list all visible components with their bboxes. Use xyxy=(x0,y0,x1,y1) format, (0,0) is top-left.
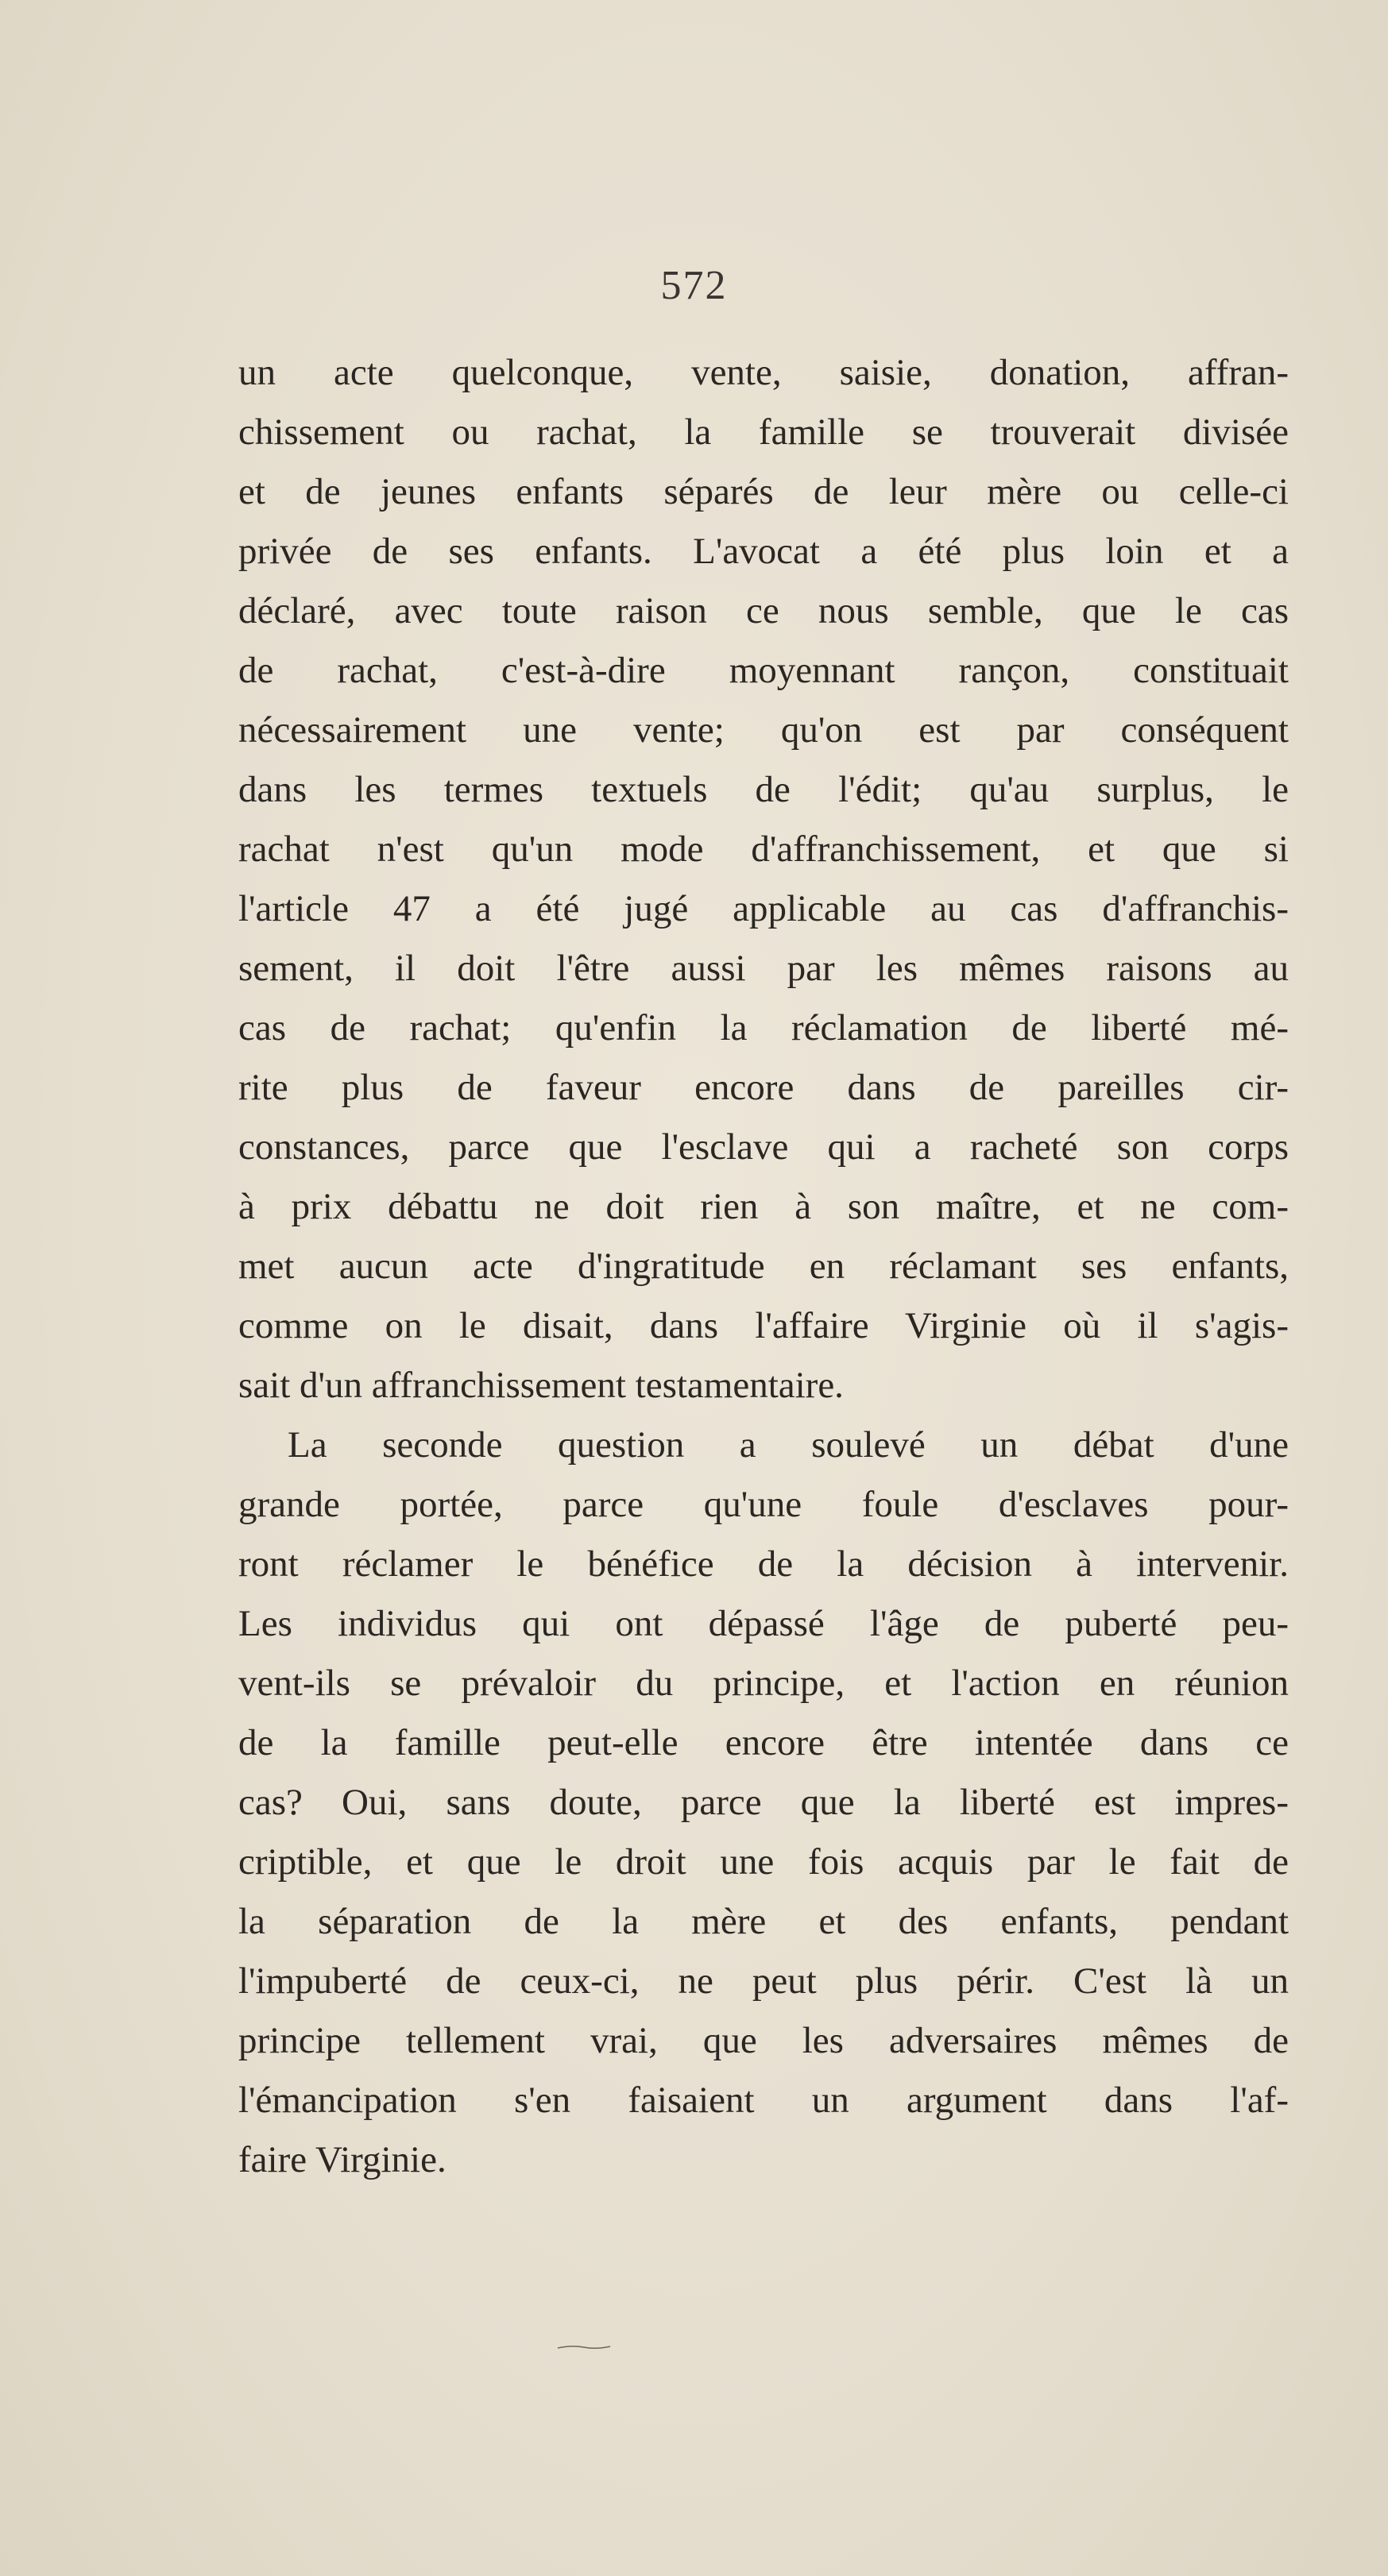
text-line: l'émancipation s'en faisaient un argument dans l'af- xyxy=(238,2080,1289,2121)
text-line: Les individus qui ont dépassé l'âge de puberté peu- xyxy=(238,1603,1289,1644)
text-line: vent-ils se prévaloir du principe, et l'action en réunion xyxy=(238,1663,1289,1704)
paragraph-start-line: La seconde question a soulevé un débat d'une xyxy=(288,1424,1289,1466)
text-line: rachat n'est qu'un mode d'affranchissement, et que si xyxy=(238,828,1289,870)
text-line: et de jeunes enfants séparés de leur mère ou celle-ci xyxy=(238,471,1289,512)
text-line: chissement ou rachat, la famille se trouverait divisée xyxy=(238,411,1289,453)
text-line: met aucun acte d'ingratitude en réclamant ses enfants, xyxy=(238,1246,1289,1287)
text-line: à prix débattu ne doit rien à son maître, et ne com- xyxy=(238,1186,1289,1227)
text-line: cas? Oui, sans doute, parce que la liberté est impres- xyxy=(238,1782,1289,1823)
paragraph-end-line: faire Virginie. xyxy=(238,2139,447,2180)
text-line: un acte quelconque, vente, saisie, donation, affran- xyxy=(238,352,1289,393)
page-number: 572 xyxy=(660,263,728,308)
text-line: privée de ses enfants. L'avocat a été plus loin et a xyxy=(238,531,1289,572)
printer-mark-icon xyxy=(556,2345,612,2350)
text-line: principe tellement vrai, que les adversaires mêmes de xyxy=(238,2020,1289,2061)
text-line: l'impuberté de ceux-ci, ne peut plus périr. C'est là un xyxy=(238,1960,1289,2002)
text-line: déclaré, avec toute raison ce nous semble, que le cas xyxy=(238,590,1289,631)
text-line: criptible, et que le droit une fois acquis par le fait de xyxy=(238,1841,1289,1883)
text-line: dans les termes textuels de l'édit; qu'au surplus, le xyxy=(238,769,1289,810)
paragraph-end-line: sait d'un affranchissement testamentaire. xyxy=(238,1365,844,1406)
text-line: constances, parce que l'esclave qui a racheté son corps xyxy=(238,1126,1289,1168)
text-line: de rachat, c'est-à-dire moyennant rançon, constituait xyxy=(238,650,1289,691)
body-text xyxy=(238,343,1289,2190)
text-line: rite plus de faveur encore dans de pareilles cir- xyxy=(238,1067,1289,1108)
text-line: ront réclamer le bénéfice de la décision à intervenir. xyxy=(238,1543,1289,1585)
text-line: l'article 47 a été jugé applicable au cas d'affranchis- xyxy=(238,888,1289,929)
text-line: cas de rachat; qu'enfin la réclamation de liberté mé- xyxy=(238,1007,1289,1049)
text-line: de la famille peut-elle encore être intentée dans ce xyxy=(238,1722,1289,1763)
text-line: nécessairement une vente; qu'on est par conséquent xyxy=(238,709,1289,751)
text-line: grande portée, parce qu'une foule d'esclaves pour- xyxy=(238,1484,1289,1525)
text-line: la séparation de la mère et des enfants, pendant xyxy=(238,1901,1289,1942)
text-line: comme on le disait, dans l'affaire Virginie où il s'agis- xyxy=(238,1305,1289,1346)
text-line: sement, il doit l'être aussi par les mêmes raisons au xyxy=(238,948,1289,989)
